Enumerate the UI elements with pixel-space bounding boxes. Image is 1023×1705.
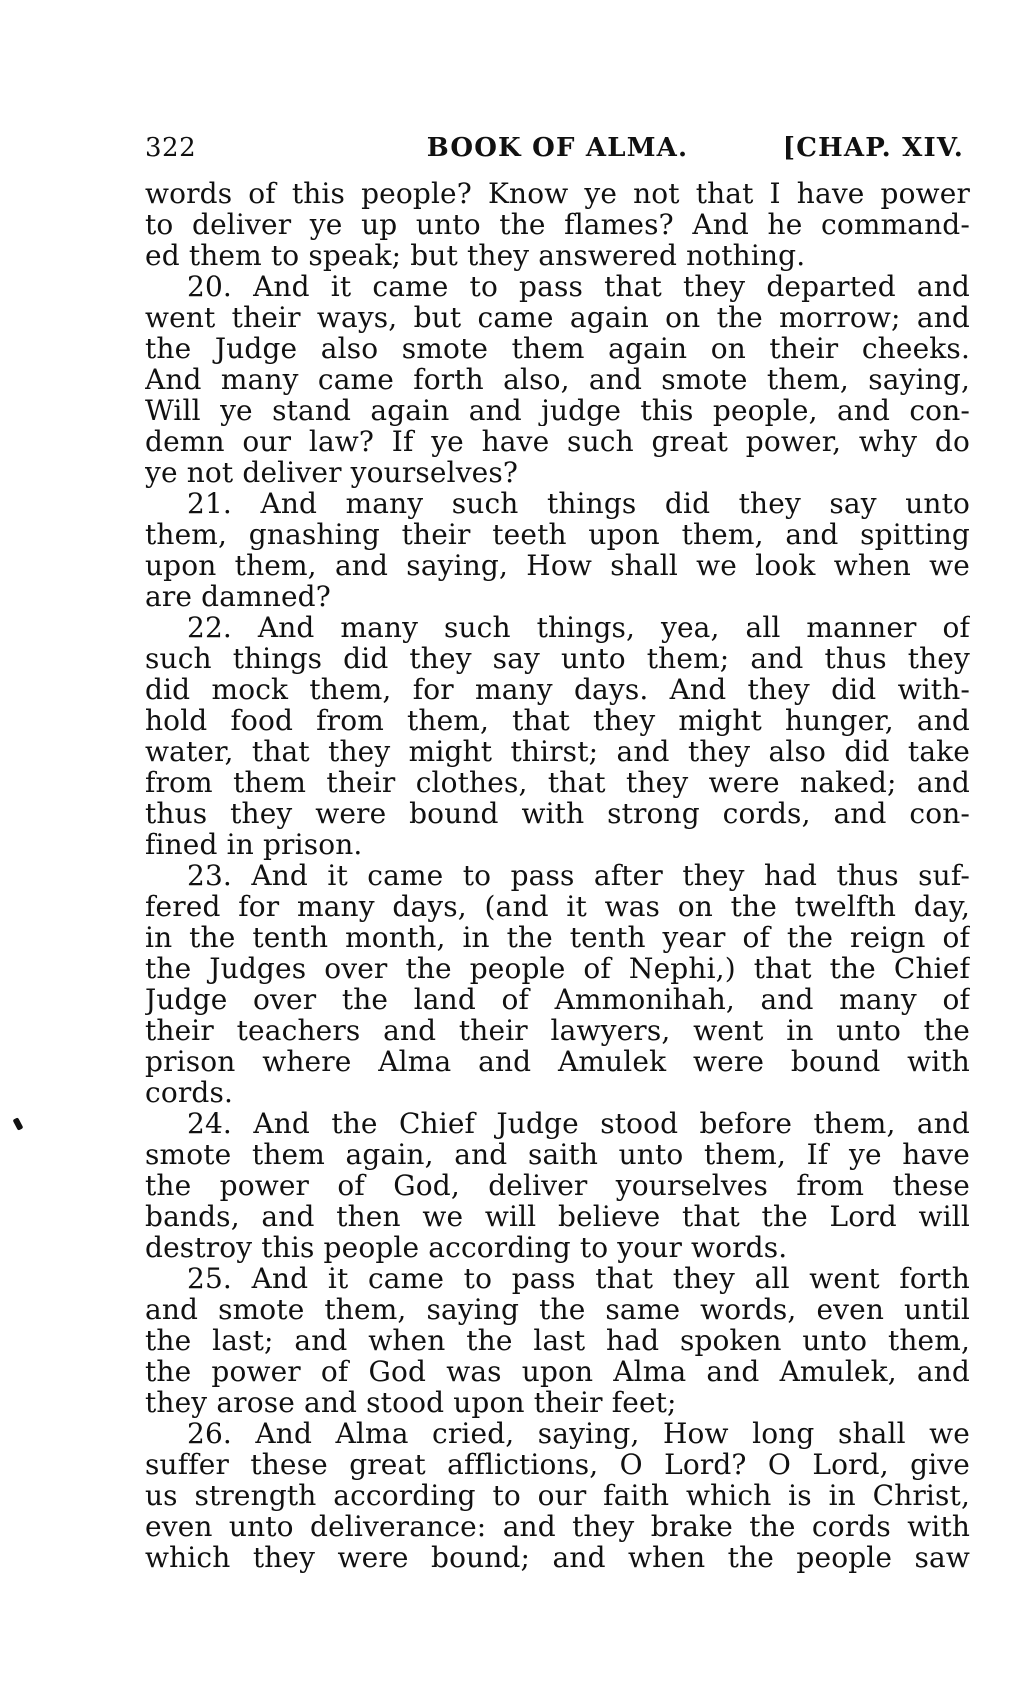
text-line: the Judges over the people of Nephi,) that the Chief: [145, 953, 970, 984]
chapter-heading: [CHAP. XIV.: [782, 133, 964, 163]
verse-start-line: 21. And many such things did they say unto: [187, 488, 970, 519]
text-line: the Judge also smote them again on their cheeks.: [145, 333, 970, 364]
text-line: the last; and when the last had spoken unto them,: [145, 1325, 970, 1356]
verse-start-line: 22. And many such things, yea, all manner of: [187, 612, 970, 643]
book-page: [145, 128, 970, 1573]
text-line: destroy this people according to your words.: [145, 1232, 788, 1263]
text-line: words of this people? Know ye not that I have power: [145, 178, 970, 209]
text-line: bands, and then we will believe that the Lord will: [145, 1201, 970, 1232]
text-line: their teachers and their lawyers, went in unto the: [145, 1015, 970, 1046]
text-line: And many came forth also, and smote them, saying,: [145, 364, 970, 395]
verse-start-line: 23. And it came to pass after they had thus suf-: [187, 860, 970, 891]
text-line: suffer these great afflictions, O Lord? O Lord, give: [145, 1449, 970, 1480]
text-line: us strength according to our faith which is in Christ,: [145, 1480, 970, 1511]
text-line: smote them again, and saith unto them, If ye have: [145, 1139, 970, 1170]
text-line: even unto deliverance: and they brake the cords with: [145, 1511, 970, 1542]
text-line: Judge over the land of Ammonihah, and many of: [145, 984, 970, 1015]
text-line: ye not deliver yourselves?: [145, 457, 519, 488]
verse-start-line: 20. And it came to pass that they departed and: [187, 271, 970, 302]
text-line: from them their clothes, that they were naked; and: [145, 767, 970, 798]
text-line: they arose and stood upon their feet;: [145, 1387, 677, 1418]
text-line: to deliver ye up unto the flames? And he command-: [145, 209, 970, 240]
verse-start-line: 25. And it came to pass that they all went forth: [187, 1263, 970, 1294]
text-line: such things did they say unto them; and thus they: [145, 643, 970, 674]
text-line: them, gnashing their teeth upon them, and spitting: [145, 519, 970, 550]
text-line: Will ye stand again and judge this people, and con-: [145, 395, 970, 426]
text-line: water, that they might thirst; and they also did take: [145, 736, 970, 767]
text-line: demn our law? If ye have such great power, why do: [145, 426, 970, 457]
text-line: hold food from them, that they might hunger, and: [145, 705, 970, 736]
text-line: and smote them, saying the same words, even until: [145, 1294, 970, 1325]
text-line: cords.: [145, 1077, 234, 1108]
text-line: did mock them, for many days. And they did with-: [145, 674, 970, 705]
verse-start-line: 26. And Alma cried, saying, How long shall we: [187, 1418, 970, 1449]
text-line: which they were bound; and when the people saw: [145, 1542, 970, 1573]
verse-start-line: 24. And the Chief Judge stood before them, and: [187, 1108, 970, 1139]
text-line: thus they were bound with strong cords, and con-: [145, 798, 970, 829]
book-title: BOOK OF ALMA.: [426, 133, 689, 163]
text-line: fined in prison.: [145, 829, 363, 860]
text-line: the power of God was upon Alma and Amulek, and: [145, 1356, 970, 1387]
ink-speck-mark: [13, 1117, 24, 1130]
text-line: went their ways, but came again on the morrow; and: [145, 302, 970, 333]
scripture-text: [145, 178, 970, 1573]
text-line: prison where Alma and Amulek were bound with: [145, 1046, 970, 1077]
text-line: the power of God, deliver yourselves from these: [145, 1170, 970, 1201]
text-line: are damned?: [145, 581, 331, 612]
text-line: upon them, and saying, How shall we look when we: [145, 550, 970, 581]
running-head: [145, 128, 970, 168]
page-number: 322: [145, 133, 197, 163]
text-line: fered for many days, (and it was on the twelfth day,: [145, 891, 970, 922]
text-line: in the tenth month, in the tenth year of the reign of: [145, 922, 970, 953]
text-line: ed them to speak; but they answered nothing.: [145, 240, 806, 271]
